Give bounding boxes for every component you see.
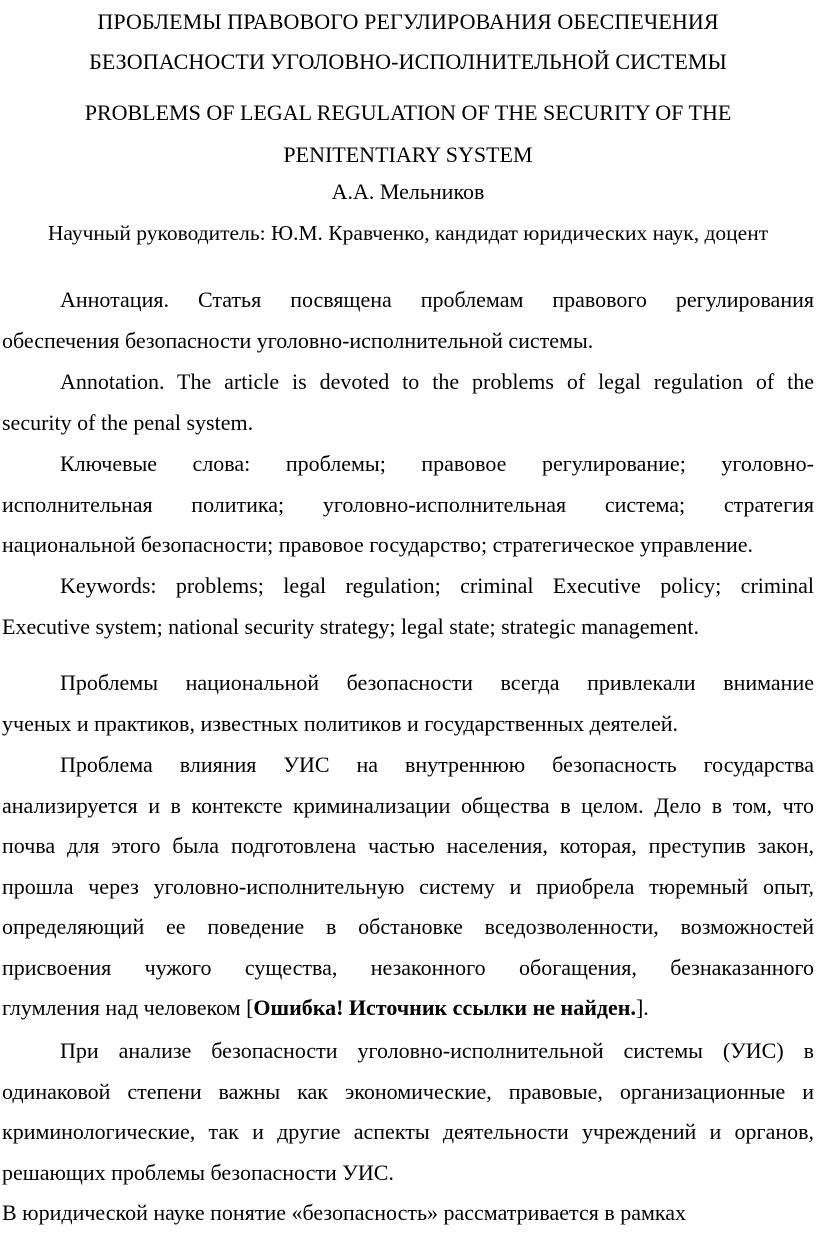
para4-line-1: В юридической науке понятие «безопасность» рассматривается в рамках: [2, 1200, 687, 1225]
body-paragraph-2: [2, 745, 814, 1029]
title-ru-line-2: БЕЗОПАСНОСТИ УГОЛОВНО-ИСПОЛНИТЕЛЬНОЙ СИСТЕМЫ: [89, 49, 727, 74]
body-paragraph-4: [2, 1193, 814, 1234]
title-ru-line-1: ПРОБЛЕМЫ ПРАВОВОГО РЕГУЛИРОВАНИЯ ОБЕСПЕЧЕНИЯ: [97, 9, 719, 34]
reference-error-text: Ошибка! Источник ссылки не найден.: [253, 995, 636, 1020]
para2-line-1: Проблема влияния УИС на внутреннюю безопасность государства: [60, 752, 814, 777]
title-en-line-1: PROBLEMS OF LEGAL REGULATION OF THE SECURITY OF THE: [84, 100, 732, 125]
body-paragraph-1: [2, 663, 814, 744]
abstract-russian: [2, 280, 814, 361]
keywords-russian: [2, 444, 814, 566]
para2-line-7-prefix: глумления над человеком [: [2, 995, 254, 1020]
para2-line-2: анализируется и в контексте криминализации общества в целом. Дело в том, что: [2, 792, 814, 818]
abstract-ru-line-2: обеспечения безопасности уголовно-исполнительной системы.: [2, 327, 594, 353]
title-en-line-2: PENITENTIARY SYSTEM: [283, 142, 533, 167]
para2-line-7-suffix: ].: [635, 995, 649, 1020]
para1-line-2: ученых и практиков, известных политиков и государственных деятелей.: [2, 710, 679, 736]
abstract-en-line-2: security of the penal system.: [2, 409, 254, 435]
abstract-english: [2, 362, 814, 443]
title-russian: [0, 2, 816, 82]
scientific-supervisor: Научный руководитель: Ю.М. Кравченко, кандидат юридических наук, доцент: [47, 221, 769, 245]
keywords-en-line-1: Keywords: problems; legal regulation; criminal Executive policy; criminal: [60, 573, 814, 598]
para1-line-1: Проблемы национальной безопасности всегда привлекали внимание: [60, 670, 814, 695]
para2-line-4: прошла через уголовно-исполнительную систему и приобрела тюремный опыт,: [2, 873, 814, 899]
abstract-en-line-1: Annotation. The article is devoted to the problems of legal regulation of the: [60, 369, 814, 394]
para3-line-4: решающих проблемы безопасности УИС.: [2, 1159, 394, 1185]
para2-line-7: [2, 988, 814, 1029]
para3-line-3: криминологические, так и другие аспекты деятельности учреждений и органов,: [2, 1119, 814, 1144]
keywords-ru-line-1: Ключевые слова: проблемы; правовое регулирование; уголовно-: [60, 451, 814, 476]
author-name: А.А. Мельников: [331, 179, 485, 204]
keywords-en-line-2: Executive system; national security strategy; legal state; strategic management.: [2, 613, 700, 639]
body-paragraph-3: [2, 1031, 814, 1193]
para2-line-6: присвоения чужого существа, незаконного обогащения, безнаказанного: [2, 954, 814, 980]
para3-line-1: При анализе безопасности уголовно-исполнительной системы (УИС) в: [60, 1038, 814, 1063]
para2-line-5: определяющий ее поведение в обстановке вседозволенности, возможностей: [2, 914, 814, 939]
keywords-english: [2, 566, 814, 647]
abstract-ru-line-1: Аннотация. Статья посвящена проблемам правового регулирования: [60, 287, 814, 312]
title-english: [0, 92, 816, 176]
keywords-ru-line-3: национальной безопасности; правовое государство; стратегическое управление.: [2, 532, 754, 557]
para3-line-2: одинаковой степени важны как экономические, правовые, организационные и: [2, 1078, 814, 1104]
para2-line-3: почва для этого была подготовлена частью населения, которая, преступив закон,: [2, 833, 814, 858]
keywords-ru-line-2: исполнительная политика; уголовно-исполнительная система; стратегия: [2, 491, 814, 517]
